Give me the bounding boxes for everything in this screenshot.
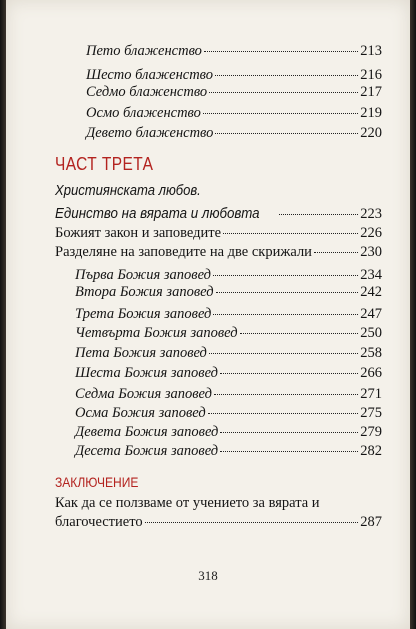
part-three-heading: ЧАСТ ТРЕТА [55, 154, 154, 174]
page-number: 318 [198, 568, 218, 583]
toc-entry-title: Осма Божия заповед [75, 405, 206, 421]
dot-leader [240, 332, 359, 334]
toc-entry-title: Десета Божия заповед [75, 443, 219, 459]
toc-entry-page: 271 [360, 386, 382, 402]
toc-entry-title: Шесто блаженство [86, 67, 214, 83]
toc-entry-commandment-3[interactable] [75, 305, 382, 323]
toc-entry-commandment-2[interactable] [75, 283, 382, 301]
toc-entry-unity[interactable] [55, 205, 382, 223]
dot-leader [203, 112, 358, 114]
toc-entry-page: 279 [360, 424, 382, 440]
dot-leader [145, 521, 359, 523]
dot-leader [279, 213, 358, 215]
toc-entry-page: 250 [360, 325, 382, 341]
toc-entry-page: 216 [360, 67, 382, 83]
dot-leader [220, 431, 358, 433]
dot-leader [213, 274, 358, 276]
toc-entry-page: 266 [360, 365, 382, 381]
toc-entry-two-tablets[interactable] [55, 243, 382, 261]
toc-entry-title: Трета Божия заповед [75, 306, 212, 322]
toc-entry-page: 226 [360, 225, 382, 241]
toc-entry-page: 219 [360, 105, 382, 121]
toc-entry-title: Разделяне на заповедите на две скрижали [55, 244, 312, 260]
toc-entry-page: 258 [360, 345, 382, 361]
conclusion-heading: ЗАКЛЮЧЕНИЕ [55, 474, 139, 490]
toc-entry-page: 220 [360, 125, 382, 141]
toc-entry-title: Четвърта Божия заповед [75, 325, 238, 341]
dot-leader [209, 352, 358, 354]
toc-entry-title: благочестието [55, 514, 143, 530]
toc-entry-page: 287 [360, 514, 382, 530]
toc-entry-page: 242 [360, 284, 382, 300]
toc-entry-commandment-7[interactable] [75, 385, 382, 403]
toc-entry-title: Седма Божия заповед [75, 386, 212, 402]
dot-leader [204, 50, 358, 52]
toc-entry-title: Осмо блаженство [86, 105, 201, 121]
toc-entry-gods-law[interactable] [55, 224, 382, 242]
dot-leader [213, 313, 358, 315]
toc-entry-title: Девета Божия заповед [75, 424, 219, 440]
toc-entry-commandment-10[interactable] [75, 442, 382, 460]
dot-leader [220, 450, 358, 452]
toc-entry-page: 247 [360, 306, 382, 322]
toc-entry-page: 230 [360, 244, 382, 260]
toc-entry-blessing-7[interactable] [86, 83, 382, 101]
part-three-subtitle: Християнската любов. [55, 183, 201, 199]
toc-entry-commandment-5[interactable] [75, 344, 382, 362]
toc-entry-commandment-4[interactable] [75, 324, 382, 342]
toc-entry-page: 282 [360, 443, 382, 459]
dot-leader [223, 232, 358, 234]
toc-entry-blessing-6[interactable] [86, 66, 382, 84]
dot-leader [208, 412, 359, 414]
dot-leader [314, 251, 358, 253]
toc-entry-commandment-9[interactable] [75, 423, 382, 441]
toc-entry-blessing-8[interactable] [86, 104, 382, 122]
toc-entry-page: 217 [360, 84, 382, 100]
dot-leader [214, 393, 358, 395]
toc-entry-commandment-8[interactable] [75, 404, 382, 422]
conclusion-entry-line1[interactable]: Как да се ползваме от учението за вярата и [55, 495, 320, 511]
toc-entry-title: Пета Божия заповед [75, 345, 207, 361]
toc-entry-conclusion[interactable] [55, 513, 382, 531]
toc-entry-blessing-9[interactable] [86, 124, 382, 142]
toc-entry-commandment-1[interactable] [75, 266, 382, 284]
toc-entry-title: Единство на вярата и любовта [55, 206, 260, 222]
dot-leader [216, 291, 359, 293]
toc-entry-title: Девето блаженство [86, 125, 214, 141]
dot-leader [220, 372, 358, 374]
dot-leader [215, 132, 358, 134]
toc-entry-page: 234 [360, 267, 382, 283]
toc-entry-title: Първа Божия заповед [75, 267, 211, 283]
toc-entry-page: 213 [360, 43, 382, 59]
toc-entry-title: Божият закон и заповедите [55, 225, 222, 241]
toc-entry-commandment-6[interactable] [75, 364, 382, 382]
toc-entry-title: Шеста Божия заповед [75, 365, 218, 381]
toc-entry-page: 275 [360, 405, 382, 421]
dot-leader [215, 74, 358, 76]
toc-entry-title: Седмо блаженство [86, 84, 208, 100]
toc-entry-page: 223 [360, 206, 382, 222]
toc-entry-title: Втора Божия заповед [75, 284, 214, 300]
dot-leader [209, 91, 358, 93]
toc-entry-blessing-5[interactable] [86, 42, 382, 60]
toc-entry-title: Пето блаженство [86, 43, 202, 59]
